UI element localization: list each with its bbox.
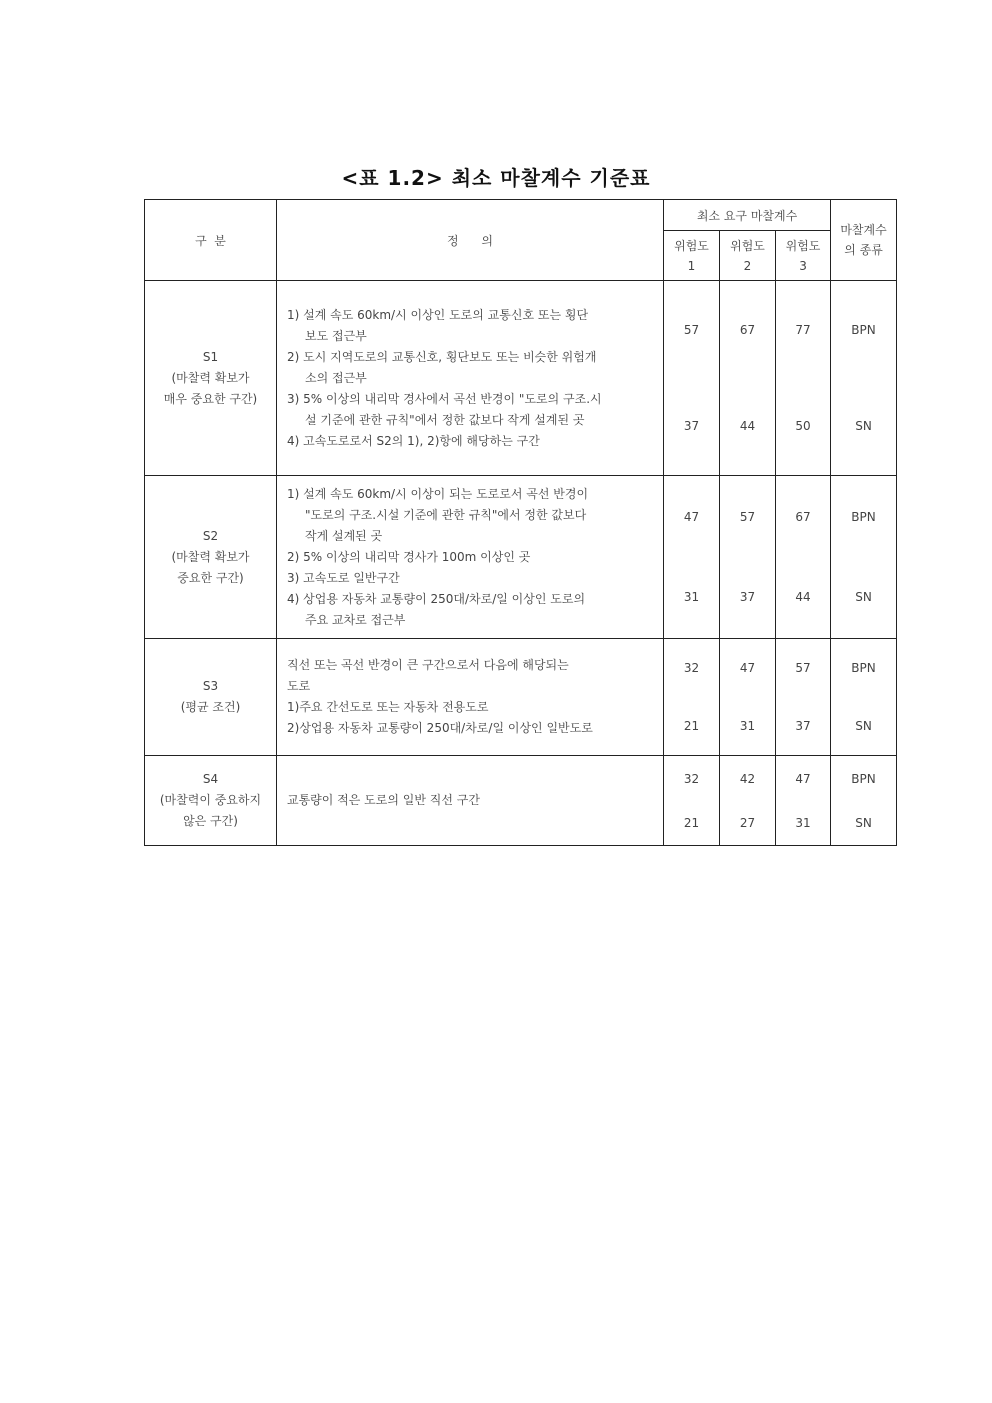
coefficient-value: 47	[739, 661, 756, 676]
header-type-line: 마찰계수	[840, 223, 887, 237]
coefficient-type: SN	[855, 590, 872, 605]
risk-value-cell	[664, 476, 720, 639]
definition-line: 직선 또는 곡선 반경이 큰 구간으로서 다음에 해당되는	[287, 658, 569, 672]
risk-value-cell	[776, 639, 831, 756]
coefficient-type: BPN	[851, 771, 876, 786]
definition-cell	[277, 281, 664, 476]
coefficient-value: 67	[795, 509, 811, 524]
friction-coefficient-table	[144, 199, 897, 846]
category-cell	[145, 756, 277, 846]
header-risk-label: 위험도	[730, 238, 765, 253]
definition-line: 소의 접근부	[305, 370, 367, 385]
definition-line: 3) 고속도로 일반구간	[287, 570, 400, 585]
definition-cell	[277, 639, 664, 756]
category-desc: (평균 조건)	[180, 700, 241, 714]
category-desc: (마찰력 확보가	[171, 370, 250, 385]
definition-line: 2)상업용 자동차 교통량이 250대/차로/일 이상인 일반도로	[287, 721, 593, 735]
definition-line: 설 기준에 관한 규칙"에서 정한 값보다 작게 설계된 곳	[305, 412, 585, 427]
coefficient-value: 57	[683, 322, 700, 337]
category-cell	[145, 281, 277, 476]
coefficient-type: BPN	[851, 661, 876, 676]
header-category-label: 구 분	[195, 233, 226, 248]
coefficient-value: 77	[795, 322, 811, 337]
header-category	[145, 200, 277, 281]
coefficient-value: 31	[795, 815, 811, 830]
coefficient-type: SN	[855, 815, 872, 830]
category-code: S2	[202, 528, 219, 543]
header-definition-label: 정 의	[446, 233, 494, 248]
coefficient-type: SN	[855, 718, 872, 733]
definition-line: 1) 설계 속도 60km/시 이상인 도로의 교통신호 또는 횡단	[287, 307, 589, 322]
header-risk-number: 1	[687, 258, 696, 273]
type-cell	[831, 281, 897, 476]
table-row	[145, 476, 897, 639]
category-code: S4	[202, 772, 219, 786]
header-risk2	[720, 231, 776, 281]
coefficient-value: 42	[739, 771, 756, 786]
coefficient-value: 32	[683, 771, 700, 786]
header-type	[831, 200, 897, 281]
definition-line: 주요 교차로 접근부	[305, 612, 406, 627]
category-cell	[145, 476, 277, 639]
header-min-required	[664, 200, 831, 231]
type-cell	[831, 756, 897, 846]
table-row	[145, 756, 897, 846]
type-cell	[831, 639, 897, 756]
category-desc: (마찰력이 중요하지	[159, 793, 262, 807]
risk-value-cell	[720, 476, 776, 639]
risk-value-cell	[776, 476, 831, 639]
definition-line: 2) 5% 이상의 내리막 경사가 100m 이상인 곳	[287, 549, 531, 564]
risk-value-cell	[664, 639, 720, 756]
category-desc: 않은 구간)	[183, 814, 238, 828]
definition-line: 교통량이 적은 도로의 일반 직선 구간	[287, 793, 480, 807]
coefficient-value: 21	[683, 718, 700, 733]
risk-value-cell	[776, 281, 831, 476]
category-code: S1	[202, 349, 219, 364]
coefficient-value: 47	[795, 771, 811, 786]
header-risk3	[776, 231, 831, 281]
type-cell	[831, 476, 897, 639]
header-min-required-label: 최소 요구 마찰계수	[696, 208, 798, 223]
risk-value-cell	[720, 281, 776, 476]
definition-line: 4) 고속도로로서 S2의 1), 2)항에 해당하는 구간	[287, 433, 540, 448]
table-row	[145, 639, 897, 756]
risk-value-cell	[776, 756, 831, 846]
definition-cell	[277, 476, 664, 639]
definition-line: 3) 5% 이상의 내리막 경사에서 곡선 반경이 "도로의 구조.시	[287, 391, 602, 406]
definition-line: 4) 상업용 자동차 교통량이 250대/차로/일 이상인 도로의	[287, 591, 586, 606]
table-row	[145, 281, 897, 476]
header-risk1	[664, 231, 720, 281]
definition-line: 1)주요 간선도로 또는 자동차 전용도로	[287, 700, 489, 714]
definition-line: 1) 설계 속도 60km/시 이상이 되는 도로로서 곡선 반경이	[287, 486, 589, 501]
definition-line: 보도 접근부	[305, 328, 367, 343]
definition-cell	[277, 756, 664, 846]
coefficient-value: 47	[683, 509, 700, 524]
coefficient-value: 37	[739, 590, 756, 605]
coefficient-value: 32	[683, 661, 700, 676]
risk-value-cell	[720, 639, 776, 756]
coefficient-value: 27	[739, 815, 756, 830]
header-type-line: 의 종류	[844, 243, 883, 257]
header-risk-label: 위험도	[785, 238, 821, 253]
header-risk-number: 3	[799, 258, 807, 273]
coefficient-type: SN	[855, 419, 872, 434]
coefficient-value: 44	[795, 590, 811, 605]
risk-value-cell	[720, 756, 776, 846]
risk-value-cell	[664, 281, 720, 476]
definition-line: 도로	[287, 679, 311, 693]
coefficient-value: 37	[683, 419, 700, 434]
category-cell	[145, 639, 277, 756]
definition-line: 2) 도시 지역도로의 교통신호, 횡단보도 또는 비슷한 위험개	[287, 349, 597, 364]
coefficient-type: BPN	[851, 322, 876, 337]
coefficient-value: 31	[739, 718, 756, 733]
definition-line: "도로의 구조.시설 기준에 관한 규칙"에서 정한 값보다	[305, 507, 587, 522]
category-desc: (마찰력 확보가	[171, 549, 250, 564]
risk-value-cell	[664, 756, 720, 846]
header-definition	[277, 200, 664, 281]
coefficient-value: 21	[683, 815, 700, 830]
coefficient-value: 44	[739, 419, 756, 434]
header-risk-label: 위험도	[674, 238, 709, 253]
coefficient-value: 57	[739, 509, 756, 524]
coefficient-value: 67	[739, 322, 756, 337]
category-desc: 매우 중요한 구간)	[163, 391, 258, 406]
coefficient-value: 31	[683, 590, 700, 605]
definition-line: 작게 설계된 곳	[305, 528, 383, 543]
coefficient-value: 37	[795, 718, 811, 733]
coefficient-value: 57	[795, 661, 811, 676]
category-desc: 중요한 구간)	[177, 570, 244, 585]
table-title: <표 1.2> 최소 마찰계수 기준표	[341, 166, 651, 190]
coefficient-type: BPN	[851, 509, 876, 524]
coefficient-value: 50	[795, 419, 811, 434]
category-code: S3	[202, 679, 219, 693]
header-risk-number: 2	[743, 258, 752, 273]
